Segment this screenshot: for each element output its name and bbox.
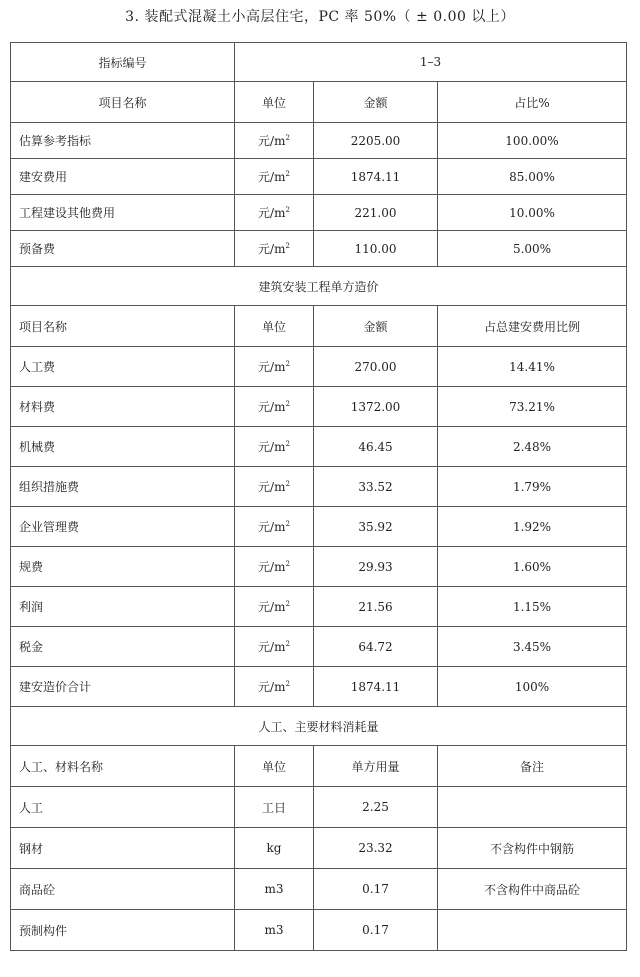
- cost-item-unit: [235, 587, 314, 627]
- cost-item-ratio-text: 2.48%: [512, 439, 552, 454]
- cost-item-amount-text: 64.72: [358, 639, 393, 654]
- item-amount-text: 1874.11: [350, 169, 401, 184]
- material-unit-text: m3: [264, 882, 284, 896]
- cost-item-amount: [314, 347, 438, 387]
- cost-item-unit-text: 元/m: [258, 600, 286, 614]
- unit-superscript: 2: [285, 640, 290, 648]
- material-name-text: 商品砼: [19, 882, 56, 897]
- section2-header-cell: [235, 306, 314, 347]
- cost-item-name: [11, 347, 235, 387]
- cost-item-ratio-text: 73.21%: [509, 399, 555, 414]
- material-qty: [314, 828, 438, 869]
- item-ratio: [438, 159, 627, 195]
- material-note-text: 不含构件中商品砼: [483, 882, 580, 897]
- cost-item-ratio: [438, 467, 627, 507]
- item-name-text: 预备费: [19, 242, 56, 256]
- table-row: [11, 467, 627, 507]
- section2-header-row: [11, 306, 627, 347]
- document-title: 3. 装配式混凝土小高层住宅，PC 率 50%（ ± 0.00 以上）: [125, 9, 515, 25]
- section-title-text: 建筑安装工程单方造价: [258, 279, 379, 294]
- item-ratio-text: 10.00%: [509, 205, 555, 220]
- material-unit-text: m3: [264, 923, 284, 937]
- overview-header-row: [11, 82, 627, 123]
- section2-header-cell: [438, 306, 627, 347]
- cost-item-name-text: 企业管理费: [19, 520, 80, 534]
- overview-header-cell: [438, 82, 627, 123]
- cost-item-ratio: [438, 667, 627, 707]
- material-qty: [314, 869, 438, 910]
- table-row: [11, 869, 627, 910]
- cost-item-unit: [235, 507, 314, 547]
- index-label-text: 指标编号: [98, 55, 147, 70]
- section3-header-cell: [11, 746, 235, 787]
- cost-item-ratio-text: 14.41%: [509, 359, 555, 374]
- cost-item-unit-text: 元/m: [258, 640, 286, 654]
- cost-item-name: [11, 587, 235, 627]
- cost-item-name: [11, 427, 235, 467]
- table-row: [11, 667, 627, 707]
- cost-item-name-text: 人工费: [19, 360, 56, 374]
- cost-item-amount: [314, 427, 438, 467]
- item-amount-text: 221.00: [354, 205, 397, 220]
- cost-item-ratio-text: 1.79%: [512, 479, 552, 494]
- cost-item-ratio: [438, 627, 627, 667]
- table-row: [11, 231, 627, 267]
- material-note-text: 不含构件中钢筋: [489, 841, 574, 856]
- unit-superscript: 2: [285, 560, 290, 568]
- section2-header-cell-text: 单位: [261, 319, 286, 334]
- cost-item-name-text: 税金: [19, 640, 44, 654]
- cost-item-name-text: 组织措施费: [19, 480, 80, 494]
- cost-item-unit: [235, 667, 314, 707]
- table-row: [11, 387, 627, 427]
- cost-item-amount-text: 21.56: [358, 599, 393, 614]
- section2-header-cell: [314, 306, 438, 347]
- cost-item-unit: [235, 347, 314, 387]
- overview-header-cell-text: 单位: [261, 95, 286, 110]
- cost-item-amount: [314, 667, 438, 707]
- section3-header-cell: [314, 746, 438, 787]
- section-title: [11, 707, 627, 746]
- table-row: [11, 627, 627, 667]
- index-row: [11, 43, 627, 82]
- cost-item-ratio: [438, 387, 627, 427]
- cost-item-ratio-text: 1.15%: [512, 599, 552, 614]
- unit-superscript: 2: [285, 206, 290, 214]
- unit-superscript: 2: [285, 440, 290, 448]
- section-title-text: 人工、主要材料消耗量: [258, 719, 379, 734]
- unit-superscript: 2: [285, 360, 290, 368]
- item-unit: [235, 123, 314, 159]
- material-qty: [314, 787, 438, 828]
- cost-item-ratio: [438, 427, 627, 467]
- section3-header-cell-text: 备注: [519, 759, 544, 774]
- item-amount-text: 2205.00: [350, 133, 401, 148]
- cost-item-unit-text: 元/m: [258, 480, 286, 494]
- table-row: [11, 195, 627, 231]
- material-unit-text: 工日: [261, 800, 286, 815]
- item-name-text: 估算参考指标: [19, 134, 92, 148]
- overview-header-cell-text: 占比%: [514, 95, 550, 110]
- cost-item-ratio: [438, 587, 627, 627]
- cost-item-unit: [235, 387, 314, 427]
- cost-item-name-text: 机械费: [19, 440, 56, 454]
- item-ratio-text: 5.00%: [512, 241, 552, 256]
- unit-superscript: 2: [285, 400, 290, 408]
- cost-item-amount-text: 29.93: [358, 559, 393, 574]
- item-unit: [235, 195, 314, 231]
- table-row: [11, 587, 627, 627]
- unit-superscript: 2: [285, 520, 290, 528]
- item-name: [11, 123, 235, 159]
- cost-item-amount-text: 270.00: [354, 359, 397, 374]
- cost-item-ratio: [438, 347, 627, 387]
- overview-header-cell-text: 项目名称: [98, 95, 147, 110]
- cost-item-amount-text: 33.52: [358, 479, 393, 494]
- cost-item-amount: [314, 507, 438, 547]
- unit-superscript: 2: [285, 242, 290, 250]
- material-name: [11, 828, 235, 869]
- section3-header-cell-text: 单位: [261, 759, 286, 774]
- material-unit: [235, 828, 314, 869]
- overview-header-cell: [314, 82, 438, 123]
- cost-item-ratio: [438, 547, 627, 587]
- cost-item-unit-text: 元/m: [258, 400, 286, 414]
- cost-item-ratio-text: 1.60%: [512, 559, 552, 574]
- cost-item-name: [11, 547, 235, 587]
- cost-item-name: [11, 667, 235, 707]
- cost-item-name: [11, 387, 235, 427]
- item-name-text: 工程建设其他费用: [19, 206, 116, 220]
- material-qty-text: 23.32: [358, 841, 393, 855]
- section2-header-cell-text: 占总建安费用比例: [483, 319, 580, 334]
- material-note: [438, 828, 627, 869]
- item-unit: [235, 231, 314, 267]
- section2-header-cell-text: 金额: [363, 319, 388, 334]
- overview-header-cell: [11, 82, 235, 123]
- material-qty-text: 0.17: [362, 923, 389, 937]
- section3-header-cell: [235, 746, 314, 787]
- table-row: [11, 347, 627, 387]
- cost-item-amount: [314, 387, 438, 427]
- table-row: [11, 910, 627, 951]
- cost-item-unit-text: 元/m: [258, 680, 286, 694]
- cost-item-unit: [235, 547, 314, 587]
- section3-header-cell-text: 人工、材料名称: [19, 759, 104, 774]
- item-amount: [314, 123, 438, 159]
- section2-header-cell: [11, 306, 235, 347]
- cost-item-amount: [314, 547, 438, 587]
- cost-item-unit: [235, 627, 314, 667]
- cost-item-amount-text: 1874.11: [350, 679, 401, 694]
- item-ratio: [438, 231, 627, 267]
- cost-item-amount: [314, 467, 438, 507]
- cost-index-table: [10, 42, 627, 951]
- item-ratio: [438, 123, 627, 159]
- section-title-row: [11, 267, 627, 306]
- cost-item-amount-text: 46.45: [358, 439, 393, 454]
- table-row: [11, 787, 627, 828]
- cost-item-amount: [314, 587, 438, 627]
- section2-header-cell-text: 项目名称: [19, 319, 68, 334]
- cost-item-name: [11, 467, 235, 507]
- cost-item-ratio: [438, 507, 627, 547]
- material-name-text: 人工: [19, 800, 44, 815]
- material-note: [438, 787, 627, 828]
- index-value: [235, 43, 627, 82]
- item-amount-text: 110.00: [354, 241, 397, 256]
- cost-item-name-text: 规费: [19, 560, 44, 574]
- table-row: [11, 427, 627, 467]
- item-name: [11, 159, 235, 195]
- material-unit: [235, 910, 314, 951]
- section3-header-cell: [438, 746, 627, 787]
- item-ratio: [438, 195, 627, 231]
- material-note: [438, 910, 627, 951]
- index-value-text: 1–3: [419, 55, 442, 69]
- cost-item-amount-text: 35.92: [358, 519, 393, 534]
- item-amount: [314, 195, 438, 231]
- item-unit-text: 元/m: [258, 242, 286, 256]
- material-name-text: 钢材: [19, 841, 44, 856]
- cost-item-name-text: 材料费: [19, 400, 56, 414]
- material-name: [11, 787, 235, 828]
- cost-item-unit: [235, 427, 314, 467]
- item-name: [11, 195, 235, 231]
- unit-superscript: 2: [285, 600, 290, 608]
- cost-item-name-text: 利润: [19, 600, 44, 614]
- material-note: [438, 869, 627, 910]
- cost-item-ratio-text: 100%: [514, 679, 550, 694]
- material-qty: [314, 910, 438, 951]
- section-title: [11, 267, 627, 306]
- item-unit-text: 元/m: [258, 134, 286, 148]
- section-title-row: [11, 707, 627, 746]
- material-unit-text: kg: [266, 841, 282, 855]
- item-amount: [314, 159, 438, 195]
- section3-header-cell-text: 单方用量: [351, 759, 400, 774]
- table-row: [11, 547, 627, 587]
- cost-item-unit: [235, 467, 314, 507]
- cost-item-unit-text: 元/m: [258, 440, 286, 454]
- table-row: [11, 828, 627, 869]
- material-name: [11, 910, 235, 951]
- item-name-text: 建安费用: [19, 170, 68, 184]
- cost-item-name-text: 建安造价合计: [19, 680, 92, 694]
- index-label: [11, 43, 235, 82]
- cost-item-name: [11, 507, 235, 547]
- material-name-text: 预制构件: [19, 923, 68, 938]
- material-qty-text: 2.25: [362, 800, 389, 814]
- table-row: [11, 123, 627, 159]
- material-unit: [235, 787, 314, 828]
- material-unit: [235, 869, 314, 910]
- table-row: [11, 159, 627, 195]
- cost-item-unit-text: 元/m: [258, 360, 286, 374]
- unit-superscript: 2: [285, 170, 290, 178]
- unit-superscript: 2: [285, 134, 290, 142]
- cost-item-unit-text: 元/m: [258, 520, 286, 534]
- item-ratio-text: 100.00%: [505, 133, 559, 148]
- item-name: [11, 231, 235, 267]
- cost-item-unit-text: 元/m: [258, 560, 286, 574]
- material-name: [11, 869, 235, 910]
- cost-item-name: [11, 627, 235, 667]
- cost-item-ratio-text: 1.92%: [512, 519, 552, 534]
- material-qty-text: 0.17: [362, 882, 389, 896]
- overview-header-cell-text: 金额: [363, 95, 388, 110]
- overview-header-cell: [235, 82, 314, 123]
- section3-header-row: [11, 746, 627, 787]
- item-ratio-text: 85.00%: [509, 169, 555, 184]
- cost-item-ratio-text: 3.45%: [512, 639, 552, 654]
- unit-superscript: 2: [285, 680, 290, 688]
- item-unit-text: 元/m: [258, 170, 286, 184]
- cost-item-amount-text: 1372.00: [350, 399, 401, 414]
- item-unit: [235, 159, 314, 195]
- unit-superscript: 2: [285, 480, 290, 488]
- item-amount: [314, 231, 438, 267]
- cost-item-amount: [314, 627, 438, 667]
- item-unit-text: 元/m: [258, 206, 286, 220]
- table-row: [11, 507, 627, 547]
